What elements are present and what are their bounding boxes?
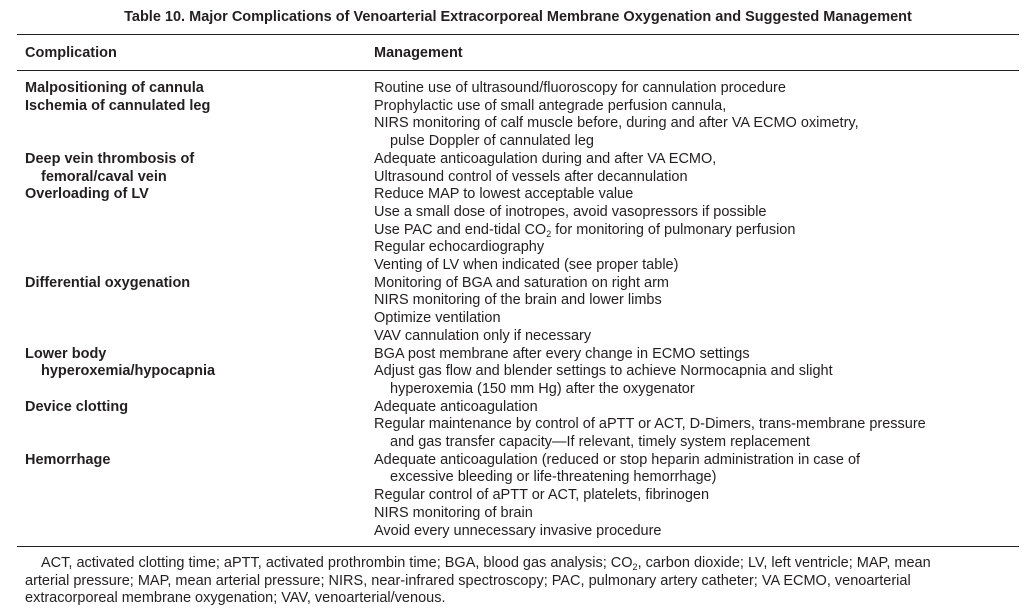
management-line: [374, 169, 1020, 187]
footnote-line-text: extracorporeal membrane oxygenation; VAV, venoarterial/venous.: [25, 590, 446, 607]
management-line-text: Venting of LV when indicated (see proper table): [374, 257, 679, 274]
table-row: [0, 399, 1036, 452]
management-line: [374, 292, 1020, 310]
management-line: [374, 523, 1020, 541]
management-line: [374, 257, 1020, 275]
complication-cell: [0, 151, 374, 186]
column-header-complication: Complication: [25, 45, 117, 61]
complication-cell: [0, 399, 374, 417]
management-line-text: Adjust gas flow and blender settings to achieve Normocapnia and slight: [374, 363, 833, 380]
management-line: [374, 416, 1020, 434]
management-line-text: NIRS monitoring of brain: [374, 504, 533, 521]
complication-line: Ischemia of cannulated leg: [25, 97, 211, 114]
complication-line: Differential oxygenation: [25, 274, 191, 291]
complication-cell: [0, 80, 374, 98]
management-line-text: BGA post membrane after every change in ECMO settings: [374, 345, 750, 362]
footnote-line-text-continued: , carbon dioxide; LV, left ventricle; MAP, mean: [637, 555, 931, 571]
management-line-text: NIRS monitoring of the brain and lower limbs: [374, 292, 662, 309]
management-line-text: Optimize ventilation: [374, 310, 501, 327]
management-line: [374, 399, 1020, 417]
table-row: [0, 346, 1036, 399]
management-line: [374, 434, 1020, 452]
management-line: [374, 487, 1020, 505]
footnote-line: [25, 555, 1019, 573]
management-line-text: Adequate anticoagulation: [374, 398, 538, 415]
complication-line: Malpositioning of cannula: [25, 80, 204, 96]
complication-cell: [0, 452, 374, 470]
management-cell: [374, 346, 1036, 399]
management-line: [374, 505, 1020, 523]
management-line: [374, 80, 1020, 98]
management-line-text: Prophylactic use of small antegrade perfusion cannula,: [374, 97, 727, 114]
complication-cell: [0, 346, 374, 381]
management-line-text: Monitoring of BGA and saturation on right arm: [374, 274, 669, 291]
complication-line: Lower body: [25, 345, 107, 362]
management-line-text: hyperoxemia (150 mm Hg) after the oxygenator: [390, 380, 695, 397]
subscript: 2: [632, 562, 638, 572]
complication-line: femoral/caval vein: [41, 168, 167, 185]
management-line: [374, 115, 1020, 133]
table-title: Table 10. Major Complications of Venoarterial Extracorporeal Membrane Oxygenation and Suggested Management: [124, 9, 912, 25]
management-line: [374, 151, 1020, 169]
management-cell: [374, 98, 1036, 151]
management-line-text: VAV cannulation only if necessary: [374, 327, 592, 344]
top-rule: [17, 34, 1019, 35]
management-line: [374, 98, 1020, 116]
management-line-text: Regular control of aPTT or ACT, platelets, fibrinogen: [374, 487, 710, 504]
management-cell: [374, 275, 1036, 346]
management-cell: [374, 151, 1036, 186]
management-line-text: and gas transfer capacity—If relevant, timely system replacement: [390, 434, 810, 451]
table-row: [0, 98, 1036, 151]
complication-cell: [0, 186, 374, 204]
subscript: 2: [546, 228, 552, 239]
management-line: [374, 328, 1020, 346]
management-line: [374, 346, 1020, 364]
management-line: [374, 222, 1020, 240]
management-line-text: pulse Doppler of cannulated leg: [390, 133, 594, 150]
management-cell: [374, 80, 1036, 98]
management-line-text: Avoid every unnecessary invasive procedure: [374, 522, 662, 539]
management-line: [374, 452, 1020, 470]
bottom-rule: [17, 546, 1019, 547]
management-line-text: Regular maintenance by control of aPTT or ACT, D-Dimers, trans-membrane pressure: [374, 416, 926, 433]
management-line: [374, 204, 1020, 222]
table-row: [0, 151, 1036, 186]
management-line-text: Regular echocardiography: [374, 239, 545, 256]
complication-line: Overloading of LV: [25, 186, 149, 203]
complication-line: Device clotting: [25, 398, 129, 415]
table-row: [0, 275, 1036, 346]
management-line-text: Ultrasound control of vessels after decannulation: [374, 168, 688, 185]
header-rule: [17, 70, 1019, 71]
management-line: [374, 363, 1020, 381]
complication-line: Hemorrhage: [25, 451, 111, 468]
management-line: [374, 469, 1020, 487]
table-body: [0, 80, 1036, 540]
management-line-text: Use a small dose of inotropes, avoid vasopressors if possible: [374, 203, 767, 220]
column-header-management: Management: [374, 45, 463, 61]
management-line: [374, 310, 1020, 328]
management-cell: [374, 452, 1036, 541]
table-row: [0, 80, 1036, 98]
management-line: [374, 381, 1020, 399]
table-row: [0, 452, 1036, 541]
management-line-text: Routine use of ultrasound/fluoroscopy for cannulation procedure: [374, 80, 786, 96]
footnote-line-text: arterial pressure; MAP, mean arterial pressure; NIRS, near-infrared spectroscopy; PAC, pulmonary artery catheter; VA ECMO, venoarterial: [25, 572, 911, 589]
footnote-line: [25, 590, 1019, 608]
management-cell: [374, 186, 1036, 275]
complication-line: hyperoxemia/hypocapnia: [41, 363, 216, 380]
management-line-text: excessive bleeding or life-threatening hemorrhage): [390, 469, 717, 486]
management-line-text-continued: for monitoring of pulmonary perfusion: [551, 221, 796, 238]
management-line-text: Adequate anticoagulation (reduced or stop heparin administration in case of: [374, 451, 861, 468]
footnote-line-text: ACT, activated clotting time; aPTT, activated prothrombin time; BGA, blood gas analysis; CO: [41, 555, 633, 571]
management-line-text: NIRS monitoring of calf muscle before, during and after VA ECMO oximetry,: [374, 115, 859, 132]
management-line-text: Reduce MAP to lowest acceptable value: [374, 186, 634, 203]
management-cell: [374, 399, 1036, 452]
management-line: [374, 275, 1020, 293]
complication-line: Deep vein thrombosis of: [25, 150, 195, 167]
complication-cell: [0, 98, 374, 116]
management-line-text: Use PAC and end-tidal CO: [374, 221, 547, 238]
table-footnote: [25, 555, 1019, 608]
management-line: [374, 186, 1020, 204]
management-line: [374, 133, 1020, 151]
management-line: [374, 239, 1020, 257]
complication-cell: [0, 275, 374, 293]
footnote-line: [25, 573, 1019, 591]
management-line-text: Adequate anticoagulation during and after VA ECMO,: [374, 150, 717, 167]
table-row: [0, 186, 1036, 275]
